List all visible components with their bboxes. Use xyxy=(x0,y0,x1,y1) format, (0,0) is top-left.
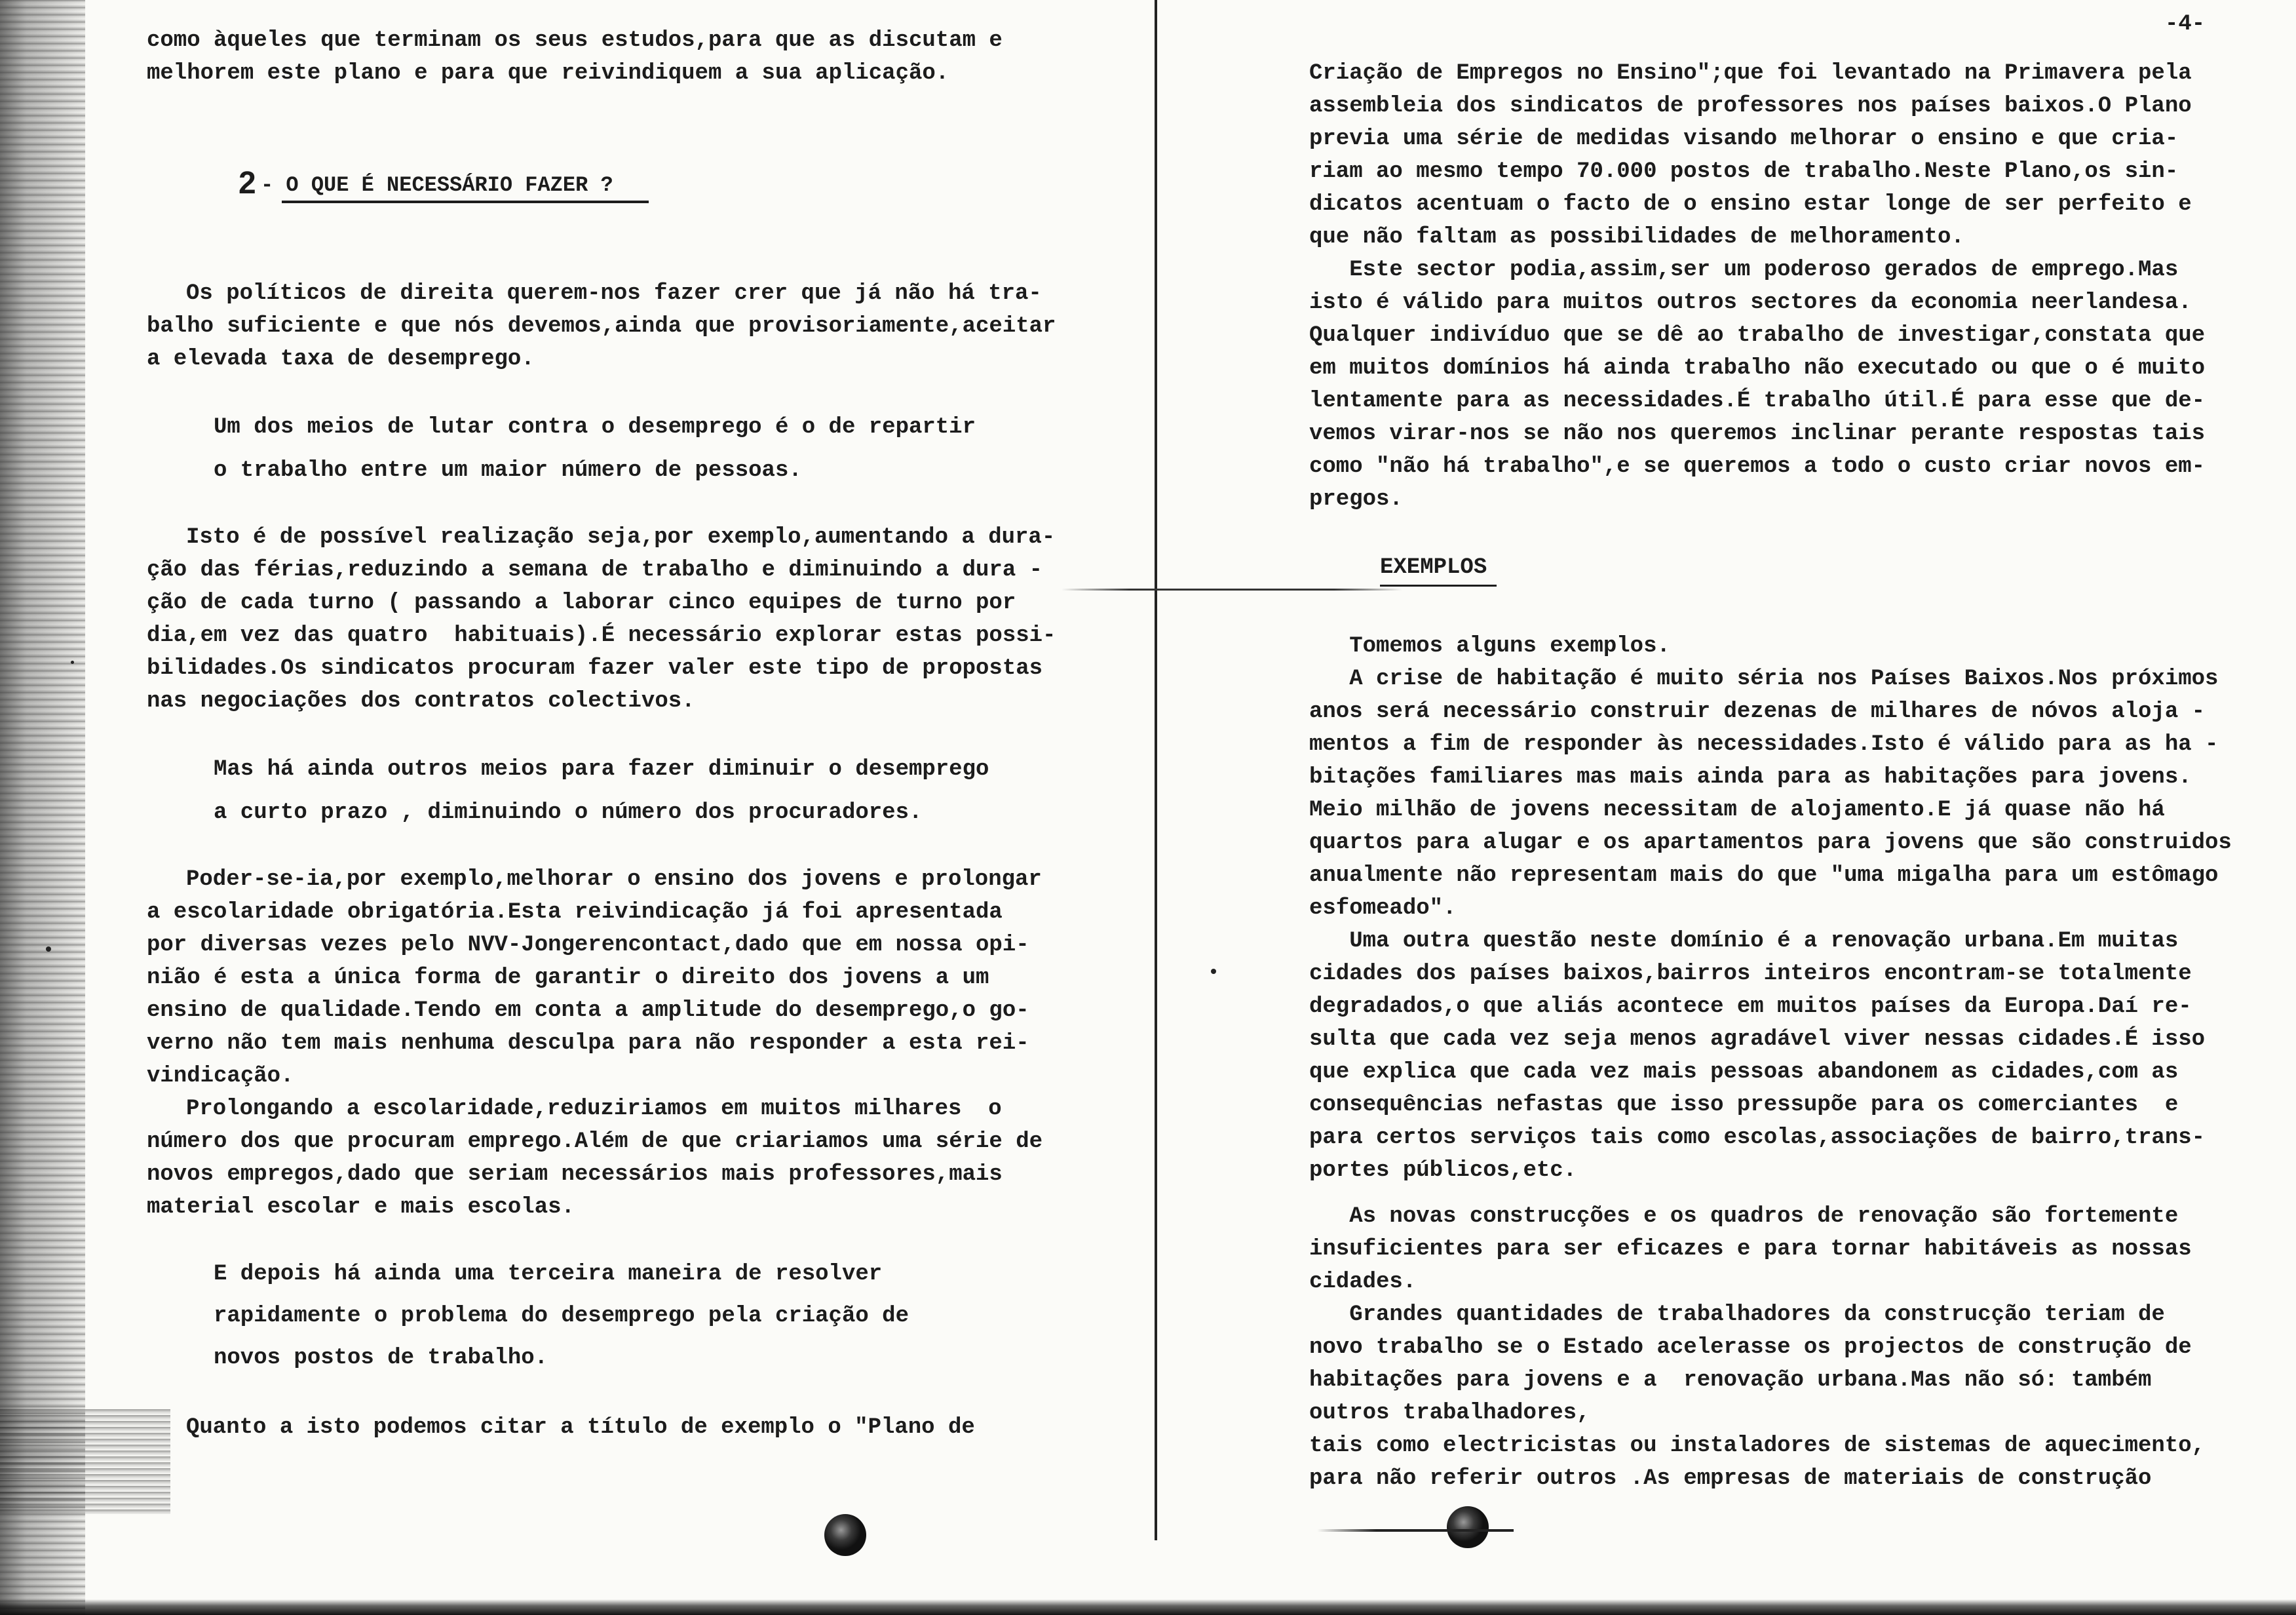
text-line: ensino de qualidade.Tendo em conta a amplitude do desemprego,o go- xyxy=(147,998,1029,1023)
text-line: balho suficiente e que nós devemos,ainda que provisoriamente,aceitar xyxy=(147,314,1056,339)
text-line: novo trabalho se o Estado acelerasse os projectos de construção de xyxy=(1309,1335,2192,1360)
left-page xyxy=(0,0,1153,1573)
right-page xyxy=(1160,0,2296,1573)
text-line: Quanto a isto podemos citar a título de exemplo o "Plano de xyxy=(186,1415,975,1440)
text-line: anos será necessário construir dezenas de milhares de nóvos aloja - xyxy=(1309,699,2206,724)
scan-bottom-edge xyxy=(0,1599,2296,1615)
text-line: Meio milhão de jovens necessitam de alojamento.E já quase não há xyxy=(1309,798,2165,823)
section-number: 2 xyxy=(239,166,256,201)
text-line: pregos. xyxy=(1309,487,1403,512)
text-line: As novas construcções e os quadros de renovação são fortemente xyxy=(1309,1204,2179,1229)
text-line: vemos virar-nos se não nos queremos inclinar perante respostas tais xyxy=(1309,421,2206,446)
text-line: degradados,o que aliás acontece em muitos países da Europa.Daí re- xyxy=(1309,994,2192,1019)
text-line: mentos a fim de responder às necessidades.Isto é válido para as ha - xyxy=(1309,732,2219,757)
text-line: insuficientes para ser eficazes e para tornar habitáveis as nossas xyxy=(1309,1237,2192,1262)
text-line: nas negociações dos contratos colectivos. xyxy=(147,689,695,714)
text-line: Grandes quantidades de trabalhadores da construcção teriam de xyxy=(1309,1302,2165,1327)
text-line: nião é esta a única forma de garantir o direito dos jovens a um xyxy=(147,965,989,990)
text-line: material escolar e mais escolas. xyxy=(147,1195,575,1220)
page-number: -4- xyxy=(2165,12,2206,37)
text-line: portes públicos,etc. xyxy=(1309,1158,1577,1183)
text-line: Prolongando a escolaridade,reduziriamos em muitos milhares o xyxy=(186,1097,1002,1121)
text-line: ção das férias,reduzindo a semana de trabalho e diminuindo a dura - xyxy=(147,558,1043,583)
text-line: que não faltam as possibilidades de melhoramento. xyxy=(1309,225,1964,250)
text-line: como àqueles que terminam os seus estudos,para que as discutam e xyxy=(147,28,1003,53)
text-line: dicatos acentuam o facto de o ensino estar longe de ser perfeito e xyxy=(1309,192,2192,217)
text-line: a elevada taxa de desemprego. xyxy=(147,347,535,372)
text-line: E depois há ainda uma terceira maneira de resolver xyxy=(214,1262,883,1287)
text-line: número dos que procuram emprego.Além de que criariamos uma série de xyxy=(147,1129,1043,1154)
section-title-underline xyxy=(282,201,649,203)
text-line: habitações para jovens e a renovação urbana.Mas não só: também xyxy=(1309,1368,2152,1393)
text-line: previa uma série de medidas visando melhorar o ensino e que cria- xyxy=(1309,126,2179,151)
text-line: a curto prazo , diminuindo o número dos procuradores. xyxy=(214,800,923,825)
text-line: bitações familiares mas mais ainda para as habitações para jovens. xyxy=(1309,765,2192,790)
text-line: rapidamente o problema do desemprego pela criação de xyxy=(214,1304,909,1329)
text-line: novos empregos,dado que seriam necessários mais professores,mais xyxy=(147,1162,1003,1187)
text-line: para não referir outros .As empresas de materiais de construção xyxy=(1309,1466,2152,1491)
text-line: consequências nefastas que isso pressupõe para os comerciantes e xyxy=(1309,1093,2179,1118)
text-line: assembleia dos sindicatos de professores nos países baixos.O Plano xyxy=(1309,94,2192,119)
text-line: Poder-se-ia,por exemplo,melhorar o ensino dos jovens e prolongar xyxy=(186,867,1042,892)
text-line: isto é válido para muitos outros sectores da economia neerlandesa. xyxy=(1309,290,2192,315)
text-line: riam ao mesmo tempo 70.000 postos de trabalho.Neste Plano,os sin- xyxy=(1309,159,2179,184)
examples-heading-underline xyxy=(1380,585,1497,587)
text-line: Isto é de possível realização seja,por exemplo,aumentando a dura- xyxy=(186,525,1056,550)
text-line: esfomeado". xyxy=(1309,896,1457,921)
text-line: como "não há trabalho",e se queremos a todo o custo criar novos em- xyxy=(1309,454,2206,479)
text-line: outros trabalhadores, xyxy=(1309,1401,1590,1426)
text-line: a escolaridade obrigatória.Esta reivindicação já foi apresentada xyxy=(147,900,1003,925)
text-line: ção de cada turno ( passando a laborar cinco equipes de turno por xyxy=(147,591,1016,615)
text-line: Um dos meios de lutar contra o desemprego é o de repartir xyxy=(214,415,976,440)
text-line: em muitos domínios há ainda trabalho não executado ou que o é muito xyxy=(1309,356,2206,381)
text-line: verno não tem mais nenhuma desculpa para não responder a esta rei- xyxy=(147,1031,1029,1056)
text-line: por diversas vezes pelo NVV-Jongerencontact,dado que em nossa opi- xyxy=(147,933,1029,958)
text-line: lentamente para as necessidades.É trabalho útil.É para esse que de- xyxy=(1309,389,2206,414)
text-line: anualmente não representam mais do que "uma migalha para um estômago xyxy=(1309,863,2219,888)
text-line: A crise de habitação é muito séria nos Países Baixos.Nos próximos xyxy=(1309,667,2219,691)
text-line: que explica que cada vez mais pessoas abandonem as cidades,com as xyxy=(1309,1060,2179,1085)
text-line: cidades dos países baixos,bairros inteiros encontram-se totalmente xyxy=(1309,962,2192,986)
text-line: cidades. xyxy=(1309,1270,1417,1294)
text-line: Tomemos alguns exemplos. xyxy=(1309,634,1670,659)
text-line: melhorem este plano e para que reivindiquem a sua aplicação. xyxy=(147,61,949,86)
examples-heading: EXEMPLOS xyxy=(1380,555,1487,580)
text-line: Os políticos de direita querem-nos fazer crer que já não há tra- xyxy=(186,281,1042,306)
section-title: - O QUE É NECESSÁRIO FAZER ? xyxy=(261,173,613,197)
text-line: dia,em vez das quatro habituais).É necessário explorar estas possi- xyxy=(147,623,1056,648)
text-line: vindicação. xyxy=(147,1064,294,1089)
text-line: bilidades.Os sindicatos procuram fazer valer este tipo de propostas xyxy=(147,656,1043,681)
text-line: o trabalho entre um maior número de pessoas. xyxy=(214,458,802,483)
text-line: Uma outra questão neste domínio é a renovação urbana.Em muitas xyxy=(1309,929,2179,954)
page-gutter xyxy=(1155,0,1157,1540)
text-line: tais como electricistas ou instaladores de sistemas de aquecimento, xyxy=(1309,1433,2206,1458)
text-line: quartos para alugar e os apartamentos para jovens que são construidos xyxy=(1309,830,2232,855)
text-line: Mas há ainda outros meios para fazer diminuir o desemprego xyxy=(214,757,989,782)
text-line: sulta que cada vez seja menos agradável viver nessas cidades.É isso xyxy=(1309,1027,2206,1052)
text-line: Este sector podia,assim,ser um poderoso gerados de emprego.Mas xyxy=(1309,258,2179,282)
text-line: novos postos de trabalho. xyxy=(214,1346,548,1371)
text-line: Qualquer indivíduo que se dê ao trabalho de investigar,constata que xyxy=(1309,323,2206,348)
text-line: para certos serviços tais como escolas,associações de bairro,trans- xyxy=(1309,1125,2206,1150)
text-line: Criação de Empregos no Ensino";que foi levantado na Primavera pela xyxy=(1309,61,2192,86)
